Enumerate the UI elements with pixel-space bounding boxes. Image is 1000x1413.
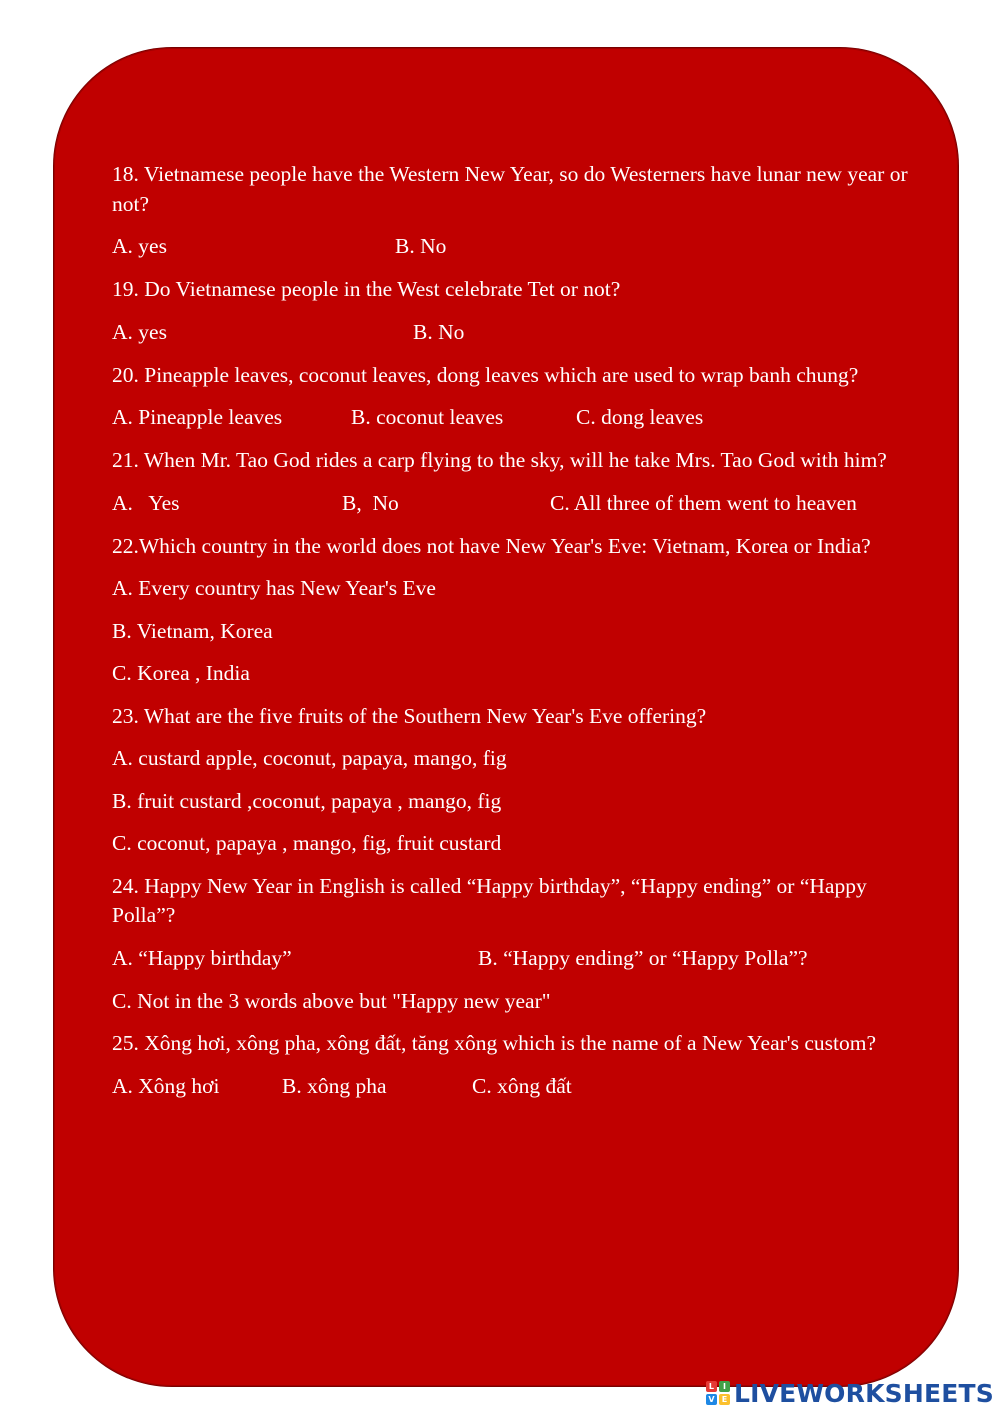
q22-option-a: A. Every country has New Year's Eve bbox=[112, 576, 436, 600]
q21-option-a: A. Yes bbox=[112, 490, 180, 515]
question-21-options bbox=[112, 489, 912, 519]
q25-option-a: A. Xông hơi bbox=[112, 1073, 220, 1098]
q24-option-b: B. “Happy ending” or “Happy Polla”? bbox=[478, 945, 808, 970]
q23-option-a: A. custard apple, coconut, papaya, mango, fig bbox=[112, 746, 507, 770]
liveworksheets-logo-mark bbox=[706, 1381, 730, 1405]
q20-option-c: C. dong leaves bbox=[576, 405, 704, 429]
q20-option-b: B. coconut leaves bbox=[351, 405, 504, 429]
q22-option-b: B. Vietnam, Korea bbox=[112, 618, 273, 643]
logo-mark-i: I bbox=[719, 1381, 730, 1392]
question-25-options bbox=[112, 1072, 912, 1102]
logo-mark-v: V bbox=[706, 1394, 717, 1405]
q19-option-b: B. No bbox=[413, 319, 465, 344]
question-25: 25. Xông hơi, xông pha, xông đất, tăng xông which is the name of a New Year's custom? bbox=[112, 1031, 877, 1055]
q24-option-c: C. Not in the 3 words above but "Happy new year" bbox=[112, 988, 551, 1013]
q22-option-c: C. Korea , India bbox=[112, 661, 250, 685]
q18-option-b: B. No bbox=[395, 234, 447, 258]
q20-option-a: A. Pineapple leaves bbox=[112, 405, 283, 429]
question-18-options bbox=[112, 232, 912, 262]
q25-option-b: B. xông pha bbox=[282, 1073, 387, 1098]
liveworksheets-logo[interactable] bbox=[706, 1377, 994, 1409]
question-23: 23. What are the five fruits of the Southern New Year's Eve offering? bbox=[112, 703, 707, 728]
q19-option-a: A. yes bbox=[112, 319, 167, 344]
question-20-options bbox=[112, 403, 912, 433]
q18-option-a: A. yes bbox=[112, 234, 167, 258]
q21-option-b: B, No bbox=[342, 490, 399, 515]
q25-option-c: C. xông đất bbox=[472, 1073, 572, 1098]
question-18: 18. Vietnamese people have the Western New Year, so do Westerners have lunar new year or not? bbox=[112, 162, 908, 216]
q24-option-a: A. “Happy birthday” bbox=[112, 945, 292, 970]
question-19-options bbox=[112, 318, 912, 348]
q21-option-c: C. All three of them went to heaven bbox=[550, 490, 857, 515]
question-24-options bbox=[112, 944, 912, 974]
question-20: 20. Pineapple leaves, coconut leaves, dong leaves which are used to wrap banh chung? bbox=[112, 362, 859, 387]
liveworksheets-logo-text: LIVEWORKSHEETS bbox=[733, 1378, 994, 1408]
q23-option-b: B. fruit custard ,coconut, papaya , mango, fig bbox=[112, 788, 502, 813]
logo-mark-l: L bbox=[706, 1381, 717, 1392]
question-21: 21. When Mr. Tao God rides a carp flying to the sky, will he take Mrs. Tao God with him? bbox=[112, 448, 887, 472]
logo-mark-e: E bbox=[719, 1394, 730, 1405]
question-19: 19. Do Vietnamese people in the West celebrate Tet or not? bbox=[112, 277, 621, 301]
q23-option-c: C. coconut, papaya , mango, fig, fruit custard bbox=[112, 831, 502, 855]
question-24: 24. Happy New Year in English is called “Happy birthday”, “Happy ending” or “Happy Polla”? bbox=[112, 873, 867, 927]
quiz-content bbox=[112, 160, 912, 1115]
question-22: 22.Which country in the world does not have New Year's Eve: Vietnam, Korea or India? bbox=[112, 533, 871, 558]
